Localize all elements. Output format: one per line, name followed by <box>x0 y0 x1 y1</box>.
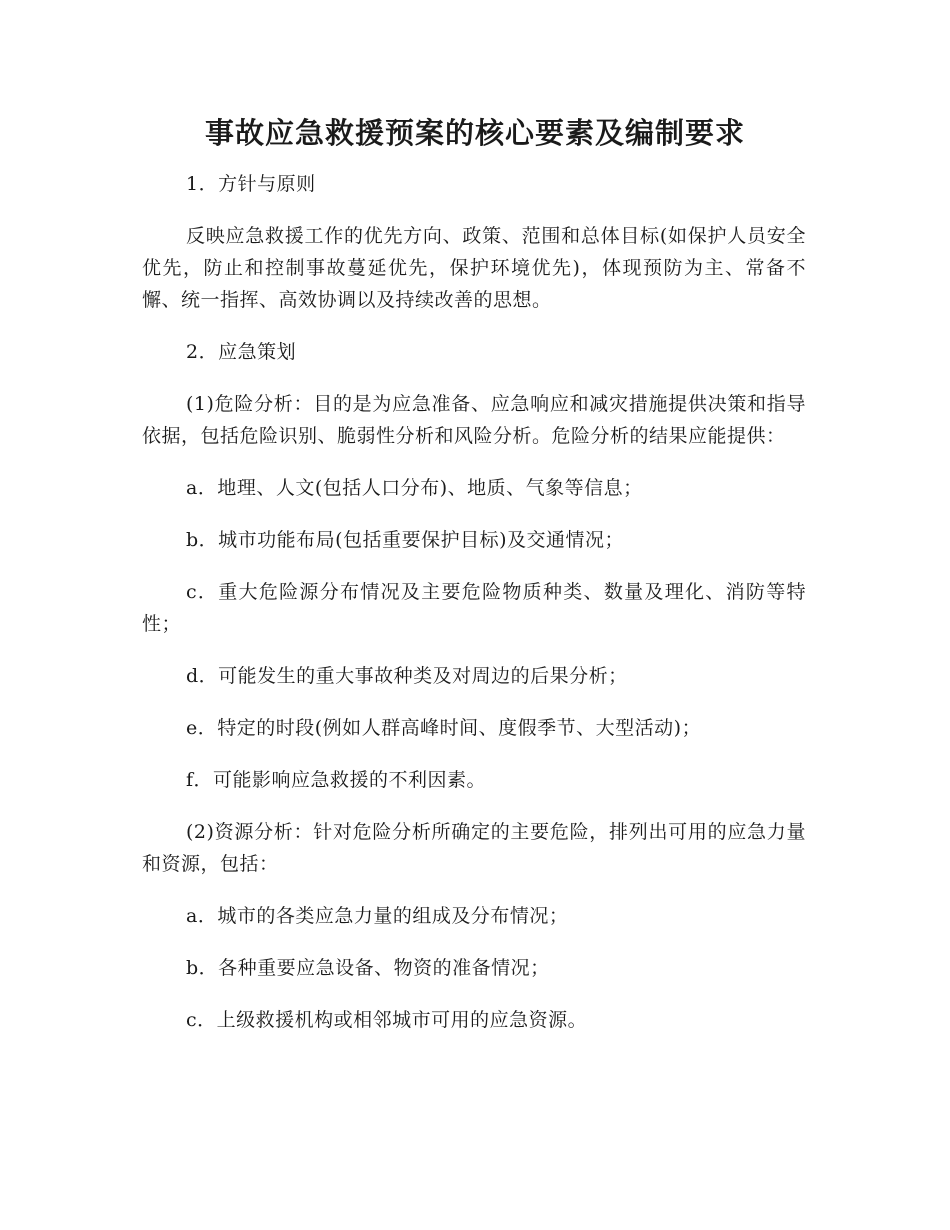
list-item-equipment: b．各种重要应急设备、物资的准备情况； <box>186 957 550 979</box>
section-heading-principles: 1．方针与原则 <box>186 173 316 195</box>
section-heading-planning: 2．应急策划 <box>186 341 297 363</box>
paragraph-principles: 反映应急救援工作的优先方向、政策、范围和总体目标(如保护人员安全优先，防止和控制事故蔓延优先，保护环境优先)，体现预防为主、常备不懈、统一指挥、高效协调以及持续改善的思想。 <box>142 225 806 311</box>
list-item-geography: a．地理、人文(包括人口分布)、地质、气象等信息； <box>186 477 643 499</box>
list-item-city-layout: b．城市功能布局(包括重要保护目标)及交通情况； <box>186 529 624 551</box>
document-body <box>142 168 806 1036</box>
list-item-accident-types: d．可能发生的重大事故种类及对周边的后果分析； <box>186 665 628 687</box>
list-item-hazard-sources: c．重大危险源分布情况及主要危险物质种类、数量及理化、消防等特性； <box>142 581 806 635</box>
paragraph-resource-analysis: (2)资源分析：针对危险分析所确定的主要危险，排列出可用的应急力量和资源，包括： <box>142 821 806 875</box>
list-item-time-periods: e．特定的时段(例如人群高峰时间、度假季节、大型活动)； <box>186 717 702 739</box>
list-item-external-resources: c．上级救援机构或相邻城市可用的应急资源。 <box>186 1009 588 1031</box>
list-item-emergency-forces: a．城市的各类应急力量的组成及分布情况； <box>186 905 569 927</box>
paragraph-hazard-analysis: (1)危险分析：目的是为应急准备、应急响应和减灾措施提供决策和指导依据，包括危险识别、脆弱性分析和风险分析。危险分析的结果应能提供： <box>142 393 806 447</box>
document-title: 事故应急救援预案的核心要素及编制要求 <box>204 116 745 150</box>
list-item-adverse-factors: f．可能影响应急救援的不利因素。 <box>186 769 487 791</box>
